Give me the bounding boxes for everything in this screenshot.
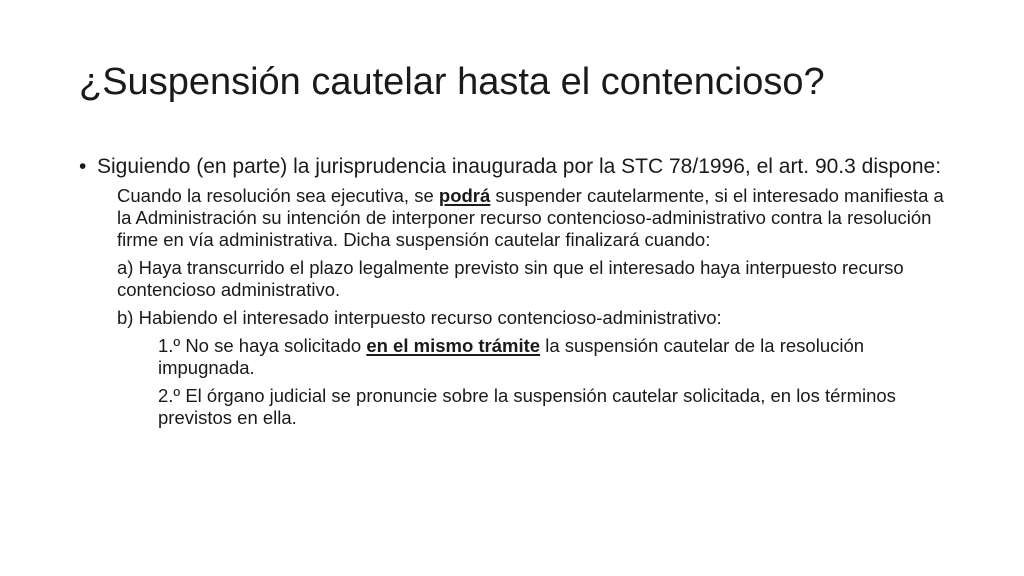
sub-item-1-text-2: la suspensión cautelar de la resolución impugnada.: [158, 335, 865, 378]
bullet-text: Siguiendo (en parte) la jurisprudencia inaugurada por la STC 78/1996, el art. 90.3 dispone:: [97, 155, 942, 178]
quote-paragraph-text-1: Cuando la resolución sea ejecutiva, se: [117, 185, 439, 206]
emphasis-mismo-tramite: en el mismo trámite: [366, 335, 541, 356]
sub-item-1-text-1: 1.º No se haya solicitado: [158, 335, 367, 356]
emphasis-podra: podrá: [438, 185, 491, 206]
quote-paragraph-text-2: suspender cautelarmente, si el interesado manifiesta a la Administración su intención de interponer recurso contencioso-administrativo contra la resolución firme en vía administrativa. Dicha suspensión cautelar finalizará cuando:: [117, 185, 944, 250]
sub-item-1: [158, 335, 959, 379]
slide-title: ¿Suspensión cautelar hasta el contencioso?: [79, 61, 825, 103]
quote-paragraph: [117, 185, 959, 251]
item-a: a) Haya transcurrido el plazo legalmente previsto sin que el interesado haya interpuesto recurso contencioso administrativo.: [117, 257, 904, 300]
bullet-dot-icon: •: [79, 155, 87, 178]
sub-item-2: 2.º El órgano judicial se pronuncie sobre la suspensión cautelar solicitada, en los términos previstos en ella.: [158, 385, 896, 428]
item-b: b) Habiendo el interesado interpuesto recurso contencioso-administrativo:: [117, 307, 722, 328]
slide-body: [79, 154, 959, 435]
bullet-item: [79, 154, 959, 179]
